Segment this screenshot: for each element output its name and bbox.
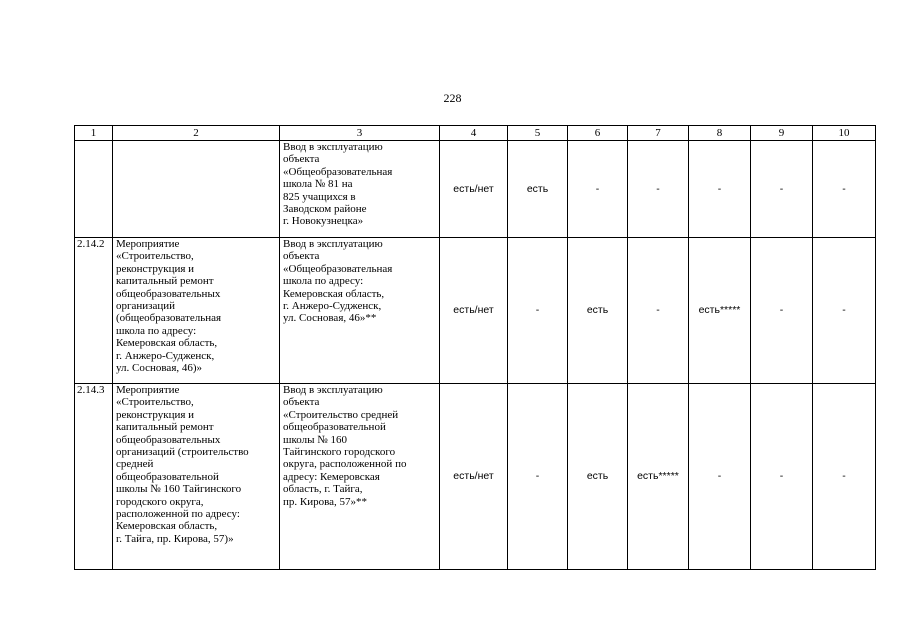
value-cell: - — [628, 141, 689, 238]
page-number: 228 — [443, 91, 462, 105]
value-cell: - — [751, 238, 813, 384]
value-cell: есть***** — [689, 238, 751, 384]
table-header-row — [75, 126, 876, 141]
column-header: 5 — [508, 126, 568, 141]
activity-text: Мероприятие «Строительство, реконструкция и капитальный ремонт общеобразовательных организаций (общеобразовательная школа по адресу: Кемеровская область, г. Анжеро-Судженск, ул. Сосновая, 46)» — [116, 238, 222, 375]
indicators-table — [74, 125, 876, 570]
value-cell: - — [813, 238, 876, 384]
value-cell: - — [813, 384, 876, 570]
indicator-text: Ввод в эксплуатацию объекта «Общеобразовательная школа № 81 на 825 учащихся в Заводском районе г. Новокузнецка» — [283, 141, 393, 228]
column-header: 9 — [751, 126, 813, 141]
column-header: 3 — [280, 126, 440, 141]
activity-text: Мероприятие «Строительство, реконструкция и капитальный ремонт общеобразовательных организаций (строительство средней общеобразовательной школы № 160 Тайгинского городского округа, расположенной по адресу: Кемеровская область, г. Тайга, пр. Кирова, 57)» — [116, 384, 249, 545]
value-cell: - — [751, 384, 813, 570]
value-cell: - — [628, 238, 689, 384]
column-header: 6 — [568, 126, 628, 141]
indicator-cell — [280, 238, 440, 384]
row-number: 2.14.2 — [75, 238, 113, 384]
table-row — [75, 384, 876, 570]
value-cell: есть — [568, 384, 628, 570]
column-header: 7 — [628, 126, 689, 141]
value-cell: есть — [568, 238, 628, 384]
activity-cell — [113, 238, 280, 384]
row-number: 2.14.3 — [75, 384, 113, 570]
column-header: 8 — [689, 126, 751, 141]
table-row — [75, 141, 876, 238]
activity-cell — [113, 384, 280, 570]
row-number — [75, 141, 113, 238]
value-cell: есть — [508, 141, 568, 238]
activity-cell — [113, 141, 280, 238]
value-cell: - — [813, 141, 876, 238]
unit-cell: есть/нет — [440, 384, 508, 570]
indicator-text: Ввод в эксплуатацию объекта «Общеобразовательная школа по адресу: Кемеровская область, г. Анжеро-Судженск, ул. Сосновая, 46»** — [283, 238, 393, 325]
value-cell: есть***** — [628, 384, 689, 570]
unit-cell: есть/нет — [440, 238, 508, 384]
unit-cell: есть/нет — [440, 141, 508, 238]
value-cell: - — [751, 141, 813, 238]
column-header: 4 — [440, 126, 508, 141]
value-cell: - — [508, 238, 568, 384]
value-cell: - — [508, 384, 568, 570]
column-header: 10 — [813, 126, 876, 141]
value-cell: - — [689, 384, 751, 570]
indicator-cell — [280, 384, 440, 570]
value-cell: - — [568, 141, 628, 238]
indicator-text: Ввод в эксплуатацию объекта «Строительство средней общеобразовательной школы № 160 Тайгинского городского округа, расположенной по адресу: Кемеровская область, г. Тайга, пр. Кирова, 57»** — [283, 384, 407, 508]
column-header: 1 — [75, 126, 113, 141]
table-row — [75, 238, 876, 384]
value-cell: - — [689, 141, 751, 238]
indicator-cell — [280, 141, 440, 238]
column-header: 2 — [113, 126, 280, 141]
